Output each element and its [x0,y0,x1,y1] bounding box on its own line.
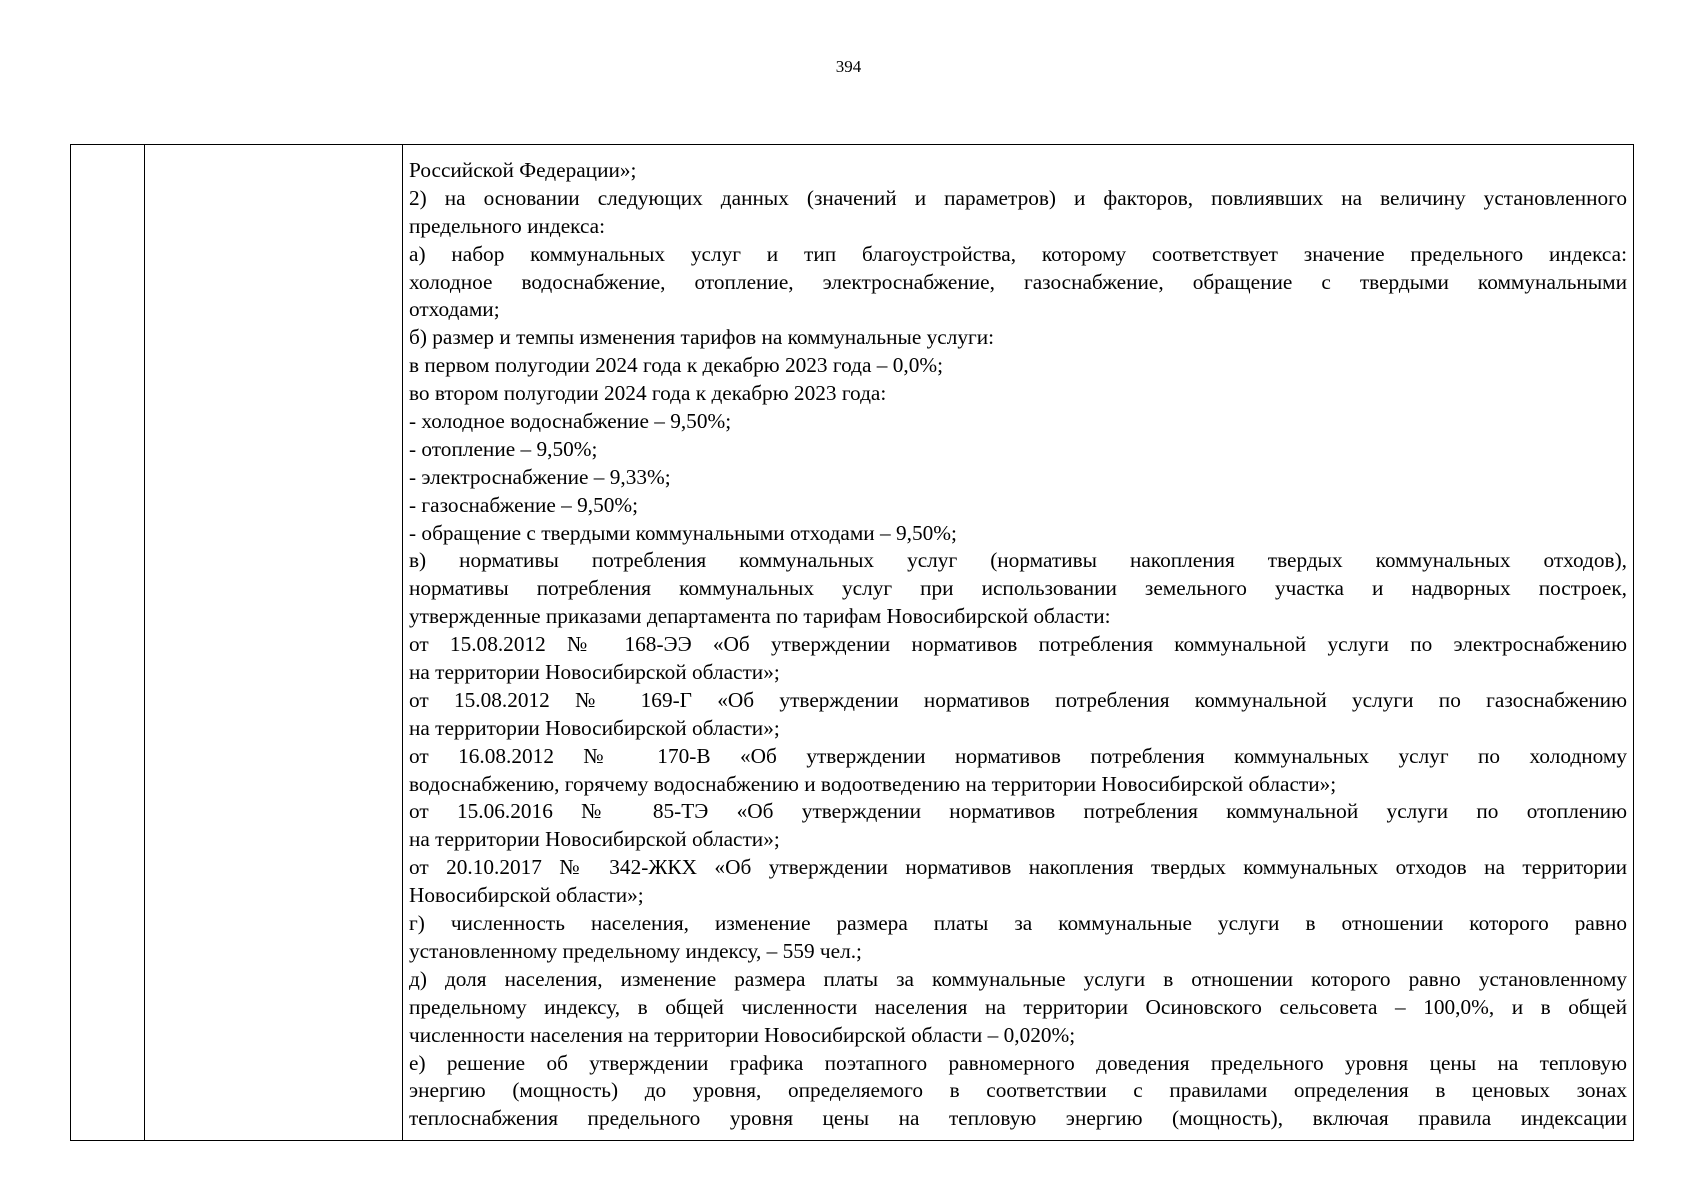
text-line: теплоснабжения предельного уровня цены на тепловую энергию (мощность), включая правила индексации [409,1106,1627,1131]
text-line: - холодное водоснабжение – 9,50%; [409,409,732,434]
empty-cell-name [145,145,403,1141]
text-line: численности населения на территории Новосибирской области – 0,020%; [409,1022,1076,1047]
text-line: на территории Новосибирской области»; [409,715,780,740]
text-line: г) численность населения, изменение размера платы за коммунальные услуги в отношении которого равно [409,911,1627,936]
text-line: на территории Новосибирской области»; [409,660,780,685]
table-row [71,145,1634,1141]
text-cell [403,145,1634,1141]
text-line: 2) на основании следующих данных (значений и параметров) и факторов, повлиявших на величину установленного [409,185,1627,210]
text-line: установленному предельному индексу, – 559 чел.; [409,938,862,963]
text-line: от 20.10.2017 № 342-ЖКХ «Об утверждении нормативов накопления твердых коммунальных отходов на территории [409,855,1627,880]
text-line: - отопление – 9,50%; [409,436,598,461]
text-line: от 15.08.2012 № 168-ЭЭ «Об утверждении нормативов потребления коммунальной услуги по электроснабжению [409,632,1627,657]
text-line: от 15.06.2016 № 85-ТЭ «Об утверждении нормативов потребления коммунальной услуги по отоплению [409,799,1627,824]
text-line: утвержденные приказами департамента по тарифам Новосибирской области: [409,604,1111,629]
text-line: от 15.08.2012 № 169-Г «Об утверждении нормативов потребления коммунальной услуги по газоснабжению [409,687,1627,712]
text-line: - обращение с твердыми коммунальными отходами – 9,50%; [409,520,957,545]
page-number: 394 [835,57,862,76]
text-line: Российской Федерации»; [409,158,637,182]
text-line: - электроснабжение – 9,33%; [409,464,671,489]
empty-cell-number [71,145,145,1141]
text-lines [409,157,1627,1133]
text-line: холодное водоснабжение, отопление, электроснабжение, газоснабжение, обращение с твердыми коммунальными [409,269,1627,294]
text-line: водоснабжению, горячему водоснабжению и водоотведению на территории Новосибирской области»; [409,771,1337,796]
document-table [70,144,1634,1141]
text-line: Новосибирской области»; [409,883,644,908]
text-line: б) размер и темпы изменения тарифов на коммунальные услуги: [409,325,995,350]
text-line: энергию (мощность) до уровня, определяемого в соответствии с правилами определения в ценовых зонах [409,1078,1627,1103]
text-line: нормативы потребления коммунальных услуг при использовании земельного участка и надворных построек, [409,576,1627,601]
text-line: от 16.08.2012 № 170-В «Об утверждении нормативов потребления коммунальных услуг по холодному [409,743,1627,768]
text-line: - газоснабжение – 9,50%; [409,492,639,517]
text-line: в) нормативы потребления коммунальных услуг (нормативы накопления твердых коммунальных отходов), [409,548,1627,573]
text-line: а) набор коммунальных услуг и тип благоустройства, которому соответствует значение предельного индекса: [409,241,1627,266]
text-line: предельному индексу, в общей численности населения на территории Осиновского сельсовета – 100,0%, и в общей [409,994,1627,1019]
text-line: в первом полугодии 2024 года к декабрю 2023 года – 0,0%; [409,353,944,378]
text-line: во втором полугодии 2024 года к декабрю 2023 года: [409,381,887,406]
text-line: отходами; [409,297,500,322]
text-line: е) решение об утверждении графика поэтапного равномерного доведения предельного уровня цены на тепловую [409,1050,1627,1075]
text-line: предельного индекса: [409,213,606,238]
text-line: на территории Новосибирской области»; [409,827,780,852]
text-line: д) доля населения, изменение размера платы за коммунальные услуги в отношении которого равно установленному [409,966,1627,991]
